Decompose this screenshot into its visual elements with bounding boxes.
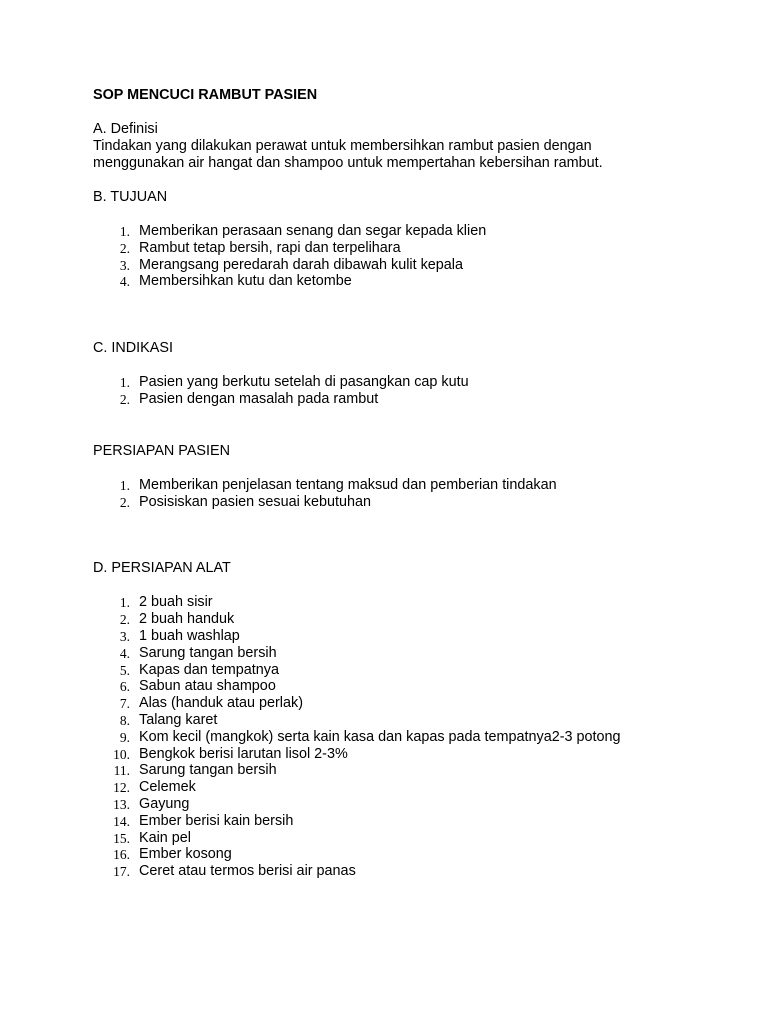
list-number: 9. [119,729,130,745]
list-item [93,628,733,645]
indikasi-list [93,374,733,408]
list-number: 1. [119,595,130,611]
list-item [93,796,733,813]
list-item [93,712,733,729]
list-item [93,695,733,712]
list-text: Rambut tetap bersih, rapi dan terpelihara [139,239,401,256]
spacer [93,426,733,443]
list-item [93,813,733,830]
list-number: 1. [119,375,130,391]
list-number: 12. [113,780,130,796]
list-item [93,863,733,880]
list-number: 17. [113,864,130,880]
spacer [93,104,733,121]
list-item [93,477,733,494]
list-number: 4. [119,645,130,661]
definisi-text-line-1: Tindakan yang dilakukan perawat untuk membersihkan rambut pasien dengan [93,138,592,154]
list-text: Memberikan penjelasan tentang maksud dan pemberian tindakan [139,476,557,493]
list-number: 3. [119,257,130,273]
section-heading-definisi: A. Definisi [93,121,158,137]
section-heading-indikasi: C. INDIKASI [93,340,173,357]
list-text: Alas (handuk atau perlak) [139,695,303,712]
list-number: 14. [113,813,130,829]
tujuan-list [93,223,733,290]
list-text: Ember kosong [139,846,232,863]
list-item [93,762,733,779]
list-number: 2. [119,612,130,628]
list-text: 1 buah washlap [139,627,240,644]
spacer [93,357,733,374]
list-item [93,257,733,274]
document-title: SOP MENCUCI RAMBUT PASIEN [93,87,318,103]
list-item [93,662,733,679]
list-text: Membersihkan kutu dan ketombe [139,273,352,290]
spacer [93,206,733,223]
list-text: Pasien dengan masalah pada rambut [139,390,379,407]
list-number: 6. [119,679,130,695]
list-number: 1. [119,224,130,239]
list-number: 11. [113,763,130,779]
list-number: 10. [113,746,130,762]
list-item [93,594,733,611]
list-number: 4. [119,274,130,290]
list-item [93,273,733,290]
list-text: Ember berisi kain bersih [139,812,294,829]
definisi-text-line-2: menggunakan air hangat dan shampoo untuk mempertahan kebersihan rambut. [93,155,603,171]
list-number: 2. [119,494,130,510]
section-heading-persiapan-alat: D. PERSIAPAN ALAT [93,560,231,577]
spacer [93,408,733,426]
list-item [93,779,733,796]
list-item [93,645,733,662]
list-text: Memberikan perasaan senang dan segar kepada klien [139,223,487,239]
list-item [93,746,733,763]
list-number: 13. [113,796,130,812]
list-number: 1. [119,477,130,493]
list-item [93,729,733,746]
list-item [93,240,733,257]
section-heading-tujuan: B. TUJUAN [93,189,168,205]
spacer [93,460,733,477]
list-text: Sarung tangan bersih [139,762,277,779]
list-text: Bengkok berisi larutan lisol 2-3% [139,745,348,762]
list-text: Kom kecil (mangkok) serta kain kasa dan kapas pada tempatnya2-3 potong [139,728,621,745]
list-item [93,494,733,511]
list-number: 3. [119,628,130,644]
list-number: 2. [119,391,130,407]
list-text: Talang karet [139,711,218,728]
list-number: 7. [119,696,130,712]
list-text: Pasien yang berkutu setelah di pasangkan cap kutu [139,374,469,391]
list-text: Gayung [139,795,190,812]
list-item [93,830,733,847]
list-item [93,374,733,391]
document-page [93,87,733,880]
list-text: Sarung tangan bersih [139,644,277,661]
list-text: 2 buah sisir [139,594,213,611]
persiapan-pasien-list [93,477,733,511]
list-item [93,391,733,408]
list-number: 15. [113,830,130,846]
list-number: 8. [119,712,130,728]
spacer [93,577,733,594]
list-text: Posisiskan pasien sesuai kebutuhan [139,493,371,510]
spacer [93,510,733,560]
list-number: 5. [119,662,130,678]
persiapan-alat-list [93,594,733,880]
spacer [93,290,733,340]
section-heading-persiapan-pasien: PERSIAPAN PASIEN [93,442,231,459]
list-item [93,846,733,863]
list-item [93,678,733,695]
list-text: 2 buah handuk [139,611,235,628]
list-text: Ceret atau termos berisi air panas [139,863,356,880]
list-number: 2. [119,240,130,256]
list-text: Kain pel [139,829,192,846]
list-text: Sabun atau shampoo [139,678,276,695]
list-text: Merangsang peredarah darah dibawah kulit kepala [139,256,464,273]
list-item [93,611,733,628]
list-text: Kapas dan tempatnya [139,661,280,678]
list-item [93,223,733,240]
list-number: 16. [113,847,130,863]
spacer [93,172,733,189]
list-text: Celemek [139,779,196,796]
